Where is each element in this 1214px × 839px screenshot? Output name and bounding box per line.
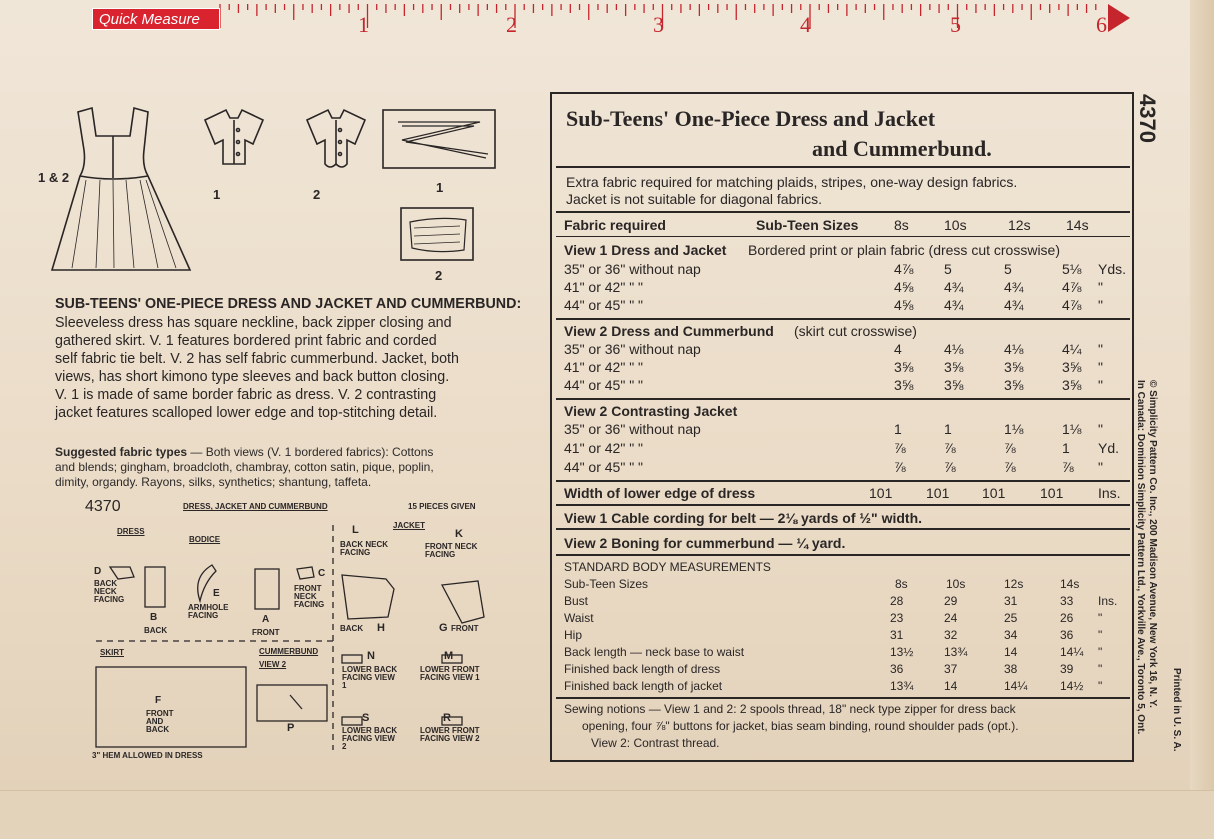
size-header: 14s <box>1066 217 1089 233</box>
fabric-width-label: 41" or 42" " " <box>564 359 644 375</box>
quick-measure-label: Quick Measure <box>92 8 220 30</box>
piece-label: ARMHOLE FACING <box>188 603 229 620</box>
divider <box>556 211 1130 213</box>
piece-letter: M <box>444 650 454 662</box>
fabric-types-label: Suggested fabric types <box>55 445 188 459</box>
measurement-label: Waist <box>564 611 594 625</box>
measurement-unit: " <box>1098 679 1103 693</box>
yardage-cell: 3⅝ <box>1062 359 1082 375</box>
measurement-cell: 13¾ <box>890 679 914 693</box>
measurement-cell: 33 <box>1060 594 1074 608</box>
piece-letter: N <box>367 650 375 662</box>
piece-label: FRONT NECK FACING <box>425 542 478 559</box>
measurement-cell: 13¾ <box>944 645 968 659</box>
measurement-cell: 26 <box>1060 611 1074 625</box>
yardage-cell: 1 <box>944 421 952 437</box>
yardage-cell: 5 <box>944 261 952 277</box>
fabric-width-label: 41" or 42" " " <box>564 279 644 295</box>
dress-illustration <box>52 108 190 270</box>
yardage-cell: 4⅞ <box>1062 279 1082 295</box>
description-title: SUB-TEENS' ONE-PIECE DRESS AND JACKET AND CUMMERBUND: <box>55 296 522 312</box>
divider <box>556 504 1130 506</box>
piece-label: FRONT <box>451 624 479 633</box>
yardage-cell: 4¾ <box>944 279 964 295</box>
measurement-cell: 38 <box>1004 662 1018 676</box>
envelope-flap <box>0 790 1214 839</box>
piece-letter: K <box>455 528 463 540</box>
measurement-cell: 32 <box>944 628 958 642</box>
measurement-cell: 39 <box>1060 662 1074 676</box>
yardage-cell: 3⅝ <box>894 377 914 393</box>
divider <box>556 554 1130 556</box>
yardage-cell: 4⅛ <box>944 341 964 357</box>
quick-measure-ruler <box>0 0 1214 38</box>
boning-note: View 2 Boning for cummerbund — ¼ yard. <box>564 535 846 551</box>
yardage-cell: 3⅝ <box>894 359 914 375</box>
yardage-cell: 4 <box>894 341 902 357</box>
view-label-jacket-1: 1 <box>213 187 221 202</box>
lower-edge-value: 101 <box>982 485 1006 501</box>
piece-label: BACK <box>340 624 364 633</box>
sewing-notions: Sewing notions — View 1 and 2: 2 spools thread, 18" neck type zipper for dress back <box>564 702 1016 716</box>
view1-note: Bordered print or plain fabric (dress cut crosswise) <box>748 242 1061 258</box>
lower-edge-label: Width of lower edge of dress <box>564 485 756 501</box>
unit-cell: " <box>1098 377 1103 393</box>
table-note: Jacket is not suitable for diagonal fabrics. <box>566 191 823 207</box>
unit-cell: " <box>1098 297 1103 313</box>
ruler-number: 5 <box>950 12 961 37</box>
yardage-cell: 3⅝ <box>944 377 964 393</box>
description-line: jacket features scalloped lower edge and top-stitching detail. <box>55 405 438 421</box>
piece-letter: S <box>362 712 370 724</box>
measurement-label: Finished back length of dress <box>564 662 721 676</box>
sewing-notions: opening, four ⅞" buttons for jacket, bias seam binding, round shoulder pads (opt.). <box>582 719 1019 733</box>
ruler-number: 4 <box>800 12 811 37</box>
piece-label: FRONT NECK FACING <box>294 584 325 609</box>
measurement-size: 12s <box>1004 577 1024 591</box>
yardage-cell: 3⅝ <box>1004 359 1024 375</box>
measurement-cell: 37 <box>944 662 958 676</box>
piece-label: LOWER BACK FACING VIEW 2 <box>342 726 398 751</box>
measurement-label: Hip <box>564 628 583 642</box>
measurement-unit: " <box>1098 645 1103 659</box>
yardage-cell: 1⅛ <box>1062 421 1082 437</box>
piece-letter: B <box>150 612 158 623</box>
yardage-cell: ⅞ <box>1062 459 1074 475</box>
measurement-unit: Ins. <box>1098 594 1118 608</box>
view2-note: (skirt cut crosswise) <box>794 323 917 339</box>
yardage-cell: 5⅛ <box>1062 261 1082 277</box>
measurement-cell: 14 <box>944 679 958 693</box>
suggested-fabric-types <box>55 445 505 489</box>
piece-label: LOWER BACK FACING VIEW 1 <box>342 665 398 690</box>
layout-title: DRESS, JACKET AND CUMMERBUND <box>183 502 328 511</box>
size-header: 10s <box>944 217 967 233</box>
measurement-cell: 34 <box>1004 628 1018 642</box>
description-line: views, has short kimono type sleeves and back button closing. <box>55 369 450 385</box>
table-note: Extra fabric required for matching plaids, stripes, one-way design fabrics. <box>566 174 1018 190</box>
fabric-width-label: 35" or 36" without nap <box>564 341 701 357</box>
piece-letter: P <box>287 722 295 734</box>
printed-in-usa: Printed in U. S. A. <box>1171 668 1182 752</box>
measurement-label: Finished back length of jacket <box>564 679 723 693</box>
section-dress: DRESS <box>117 527 145 536</box>
publisher-text: © Simplicity Pattern Co. Inc., 200 Madison Avenue, New York 16, N. Y. <box>1147 380 1158 708</box>
yardage-cell: 4¾ <box>1004 279 1024 295</box>
description-line: Sleeveless dress has square neckline, back zipper closing and <box>55 315 452 331</box>
unit-cell: Yd. <box>1098 440 1120 456</box>
ruler-number: 1 <box>358 12 369 37</box>
view2-jacket-label: View 2 Contrasting Jacket <box>564 403 738 419</box>
table-title: and Cummerbund. <box>812 136 992 161</box>
yardage-cell: 4⅞ <box>1062 297 1082 313</box>
envelope-right-edge <box>1190 0 1214 838</box>
section-skirt: SKIRT <box>100 648 124 657</box>
measurements-title: STANDARD BODY MEASUREMENTS <box>564 560 771 574</box>
measurement-cell: 29 <box>944 594 958 608</box>
measurement-cell: 14 <box>1004 645 1018 659</box>
ruler-arrow-icon <box>1108 4 1138 34</box>
measurement-size: 8s <box>895 577 908 591</box>
yardage-cell: ⅞ <box>1004 459 1016 475</box>
fabric-width-label: 41" or 42" " " <box>564 440 644 456</box>
section-jacket: JACKET <box>393 521 426 530</box>
yardage-cell: 4¼ <box>1062 341 1082 357</box>
piece-label: BACK NECK FACING <box>340 540 388 557</box>
divider <box>556 697 1130 699</box>
size-header: 8s <box>894 217 909 233</box>
piece-letter: F <box>155 695 162 706</box>
yardage-cell: ⅞ <box>1004 440 1016 456</box>
lower-edge-value: 101 <box>1040 485 1064 501</box>
yardage-cell: ⅞ <box>944 459 956 475</box>
fabric-types-text: dimity, organdy. Rayons, silks, synthetics; shantung, taffeta. <box>55 474 372 489</box>
yardage-cell: 1⅛ <box>1004 421 1024 437</box>
view-label-jacket-2: 2 <box>313 187 321 202</box>
measurement-cell: 36 <box>890 662 904 676</box>
size-header: 12s <box>1008 217 1031 233</box>
cable-cording-note: View 1 Cable cording for belt — 2⅛ yards of ½" width. <box>564 510 923 526</box>
yardage-cell: ⅞ <box>894 459 906 475</box>
hem-note: 3" HEM ALLOWED IN DRESS <box>92 751 203 760</box>
measurement-cell: 28 <box>890 594 904 608</box>
table-title: Sub-Teens' One-Piece Dress and Jacket <box>566 106 936 131</box>
piece-letter: A <box>262 614 270 625</box>
measurement-cell: 14¼ <box>1004 679 1028 693</box>
measurement-unit: " <box>1098 628 1103 642</box>
measurement-cell: 23 <box>890 611 904 625</box>
measurement-cell: 13½ <box>890 645 914 659</box>
yardage-cell: 1 <box>894 421 902 437</box>
divider <box>556 528 1130 530</box>
pattern-number-vertical: 4370 <box>1135 94 1160 143</box>
unit-cell: " <box>1098 341 1103 357</box>
section-bodice: BODICE <box>189 535 221 544</box>
yardage-cell: 4¾ <box>1004 297 1024 313</box>
measurement-label: Back length — neck base to waist <box>564 645 745 659</box>
measurement-unit: " <box>1098 662 1103 676</box>
fabric-width-label: 35" or 36" without nap <box>564 421 701 437</box>
section-view2: VIEW 2 <box>259 660 287 669</box>
unit-cell: " <box>1098 359 1103 375</box>
description-line: V. 1 is made of same border fabric as dress. V. 2 contrasting <box>55 387 437 403</box>
ruler-number: 6 <box>1096 12 1107 37</box>
unit-cell: " <box>1098 421 1103 437</box>
pieces-given: 15 PIECES GIVEN <box>408 502 476 511</box>
yardage-cell: 4⅛ <box>1004 341 1024 357</box>
ruler-number: 2 <box>506 12 517 37</box>
section-cummerbund: CUMMERBUND <box>259 647 319 656</box>
divider <box>556 398 1130 400</box>
lower-edge-unit: Ins. <box>1098 485 1121 501</box>
unit-cell: " <box>1098 279 1103 295</box>
description-line: gathered skirt. V. 1 features bordered print fabric and corded <box>55 333 437 349</box>
header-fabric-required: Fabric required <box>564 217 666 233</box>
piece-letter: R <box>443 712 451 724</box>
measurement-cell: 24 <box>944 611 958 625</box>
layout-number: 4370 <box>85 498 121 515</box>
view-label-cummerbund: 2 <box>435 268 443 283</box>
measurement-size: 10s <box>946 577 966 591</box>
view2-label: View 2 Dress and Cummerbund <box>564 323 774 339</box>
yardage-cell: ⅞ <box>894 440 906 456</box>
fabric-width-label: 44" or 45" " " <box>564 297 644 313</box>
piece-letter: D <box>94 566 102 577</box>
fabric-types-text: and blends; gingham, broadcloth, chambray, cotton satin, pique, poplin, <box>55 459 434 474</box>
piece-label: BACK NECK FACING <box>94 579 125 604</box>
yardage-cell: 4¾ <box>944 297 964 313</box>
yardage-cell: 1 <box>1062 440 1070 456</box>
fabric-types-text: — Both views (V. 1 bordered fabrics): Cottons <box>187 445 434 459</box>
measurement-unit: " <box>1098 611 1103 625</box>
yardage-cell: 3⅝ <box>1004 377 1024 393</box>
yardage-cell: 4⅝ <box>894 297 914 313</box>
view1-label: View 1 Dress and Jacket <box>564 242 727 258</box>
measurement-cell: 31 <box>890 628 904 642</box>
divider <box>556 236 1130 237</box>
piece-letter: C <box>318 568 326 579</box>
header-sizes: Sub-Teen Sizes <box>756 217 859 233</box>
measurement-size: 14s <box>1060 577 1080 591</box>
piece-label: FRONT AND BACK <box>146 709 174 734</box>
description-line: self fabric tie belt. V. 2 has self fabric cummerbund. Jacket, both <box>55 351 459 367</box>
measurements-sizes-label: Sub-Teen Sizes <box>564 577 649 591</box>
divider <box>556 166 1130 168</box>
sewing-notions: View 2: Contrast thread. <box>591 736 720 750</box>
yardage-cell: 3⅝ <box>1062 377 1082 393</box>
view-label-belt: 1 <box>436 180 444 195</box>
piece-label: LOWER FRONT FACING VIEW 2 <box>420 726 480 743</box>
piece-label: BACK <box>144 626 168 635</box>
divider <box>556 480 1130 482</box>
piece-letter: E <box>213 588 220 599</box>
unit-cell: " <box>1098 459 1103 475</box>
measurement-label: Bust <box>564 594 589 608</box>
yardage-cell: 5 <box>1004 261 1012 277</box>
measurement-cell: 14¼ <box>1060 645 1084 659</box>
yardage-cell: 4⅝ <box>894 279 914 295</box>
lower-edge-value: 101 <box>926 485 950 501</box>
piece-letter: G <box>439 622 448 634</box>
fabric-width-label: 44" or 45" " " <box>564 459 644 475</box>
view-label-dress: 1 & 2 <box>38 170 70 185</box>
unit-cell: Yds. <box>1098 261 1127 277</box>
piece-label: LOWER FRONT FACING VIEW 1 <box>420 665 480 682</box>
measurement-cell: 14½ <box>1060 679 1084 693</box>
piece-letter: H <box>377 622 385 634</box>
canada-text: In Canada: Dominion Simplicity Pattern Ltd., Yorkville Ave., Toronto 5, Ont. <box>1135 380 1146 735</box>
piece-letter: L <box>352 524 359 536</box>
yardage-cell: 3⅝ <box>944 359 964 375</box>
measurement-cell: 31 <box>1004 594 1018 608</box>
ruler-number: 3 <box>653 12 664 37</box>
divider <box>556 318 1130 320</box>
measurement-cell: 25 <box>1004 611 1018 625</box>
yardage-cell: ⅞ <box>944 440 956 456</box>
piece-label: FRONT <box>252 628 280 637</box>
yardage-cell: 4⅞ <box>894 261 914 277</box>
measurement-cell: 36 <box>1060 628 1074 642</box>
lower-edge-value: 101 <box>869 485 893 501</box>
fabric-width-label: 35" or 36" without nap <box>564 261 701 277</box>
fabric-width-label: 44" or 45" " " <box>564 377 644 393</box>
